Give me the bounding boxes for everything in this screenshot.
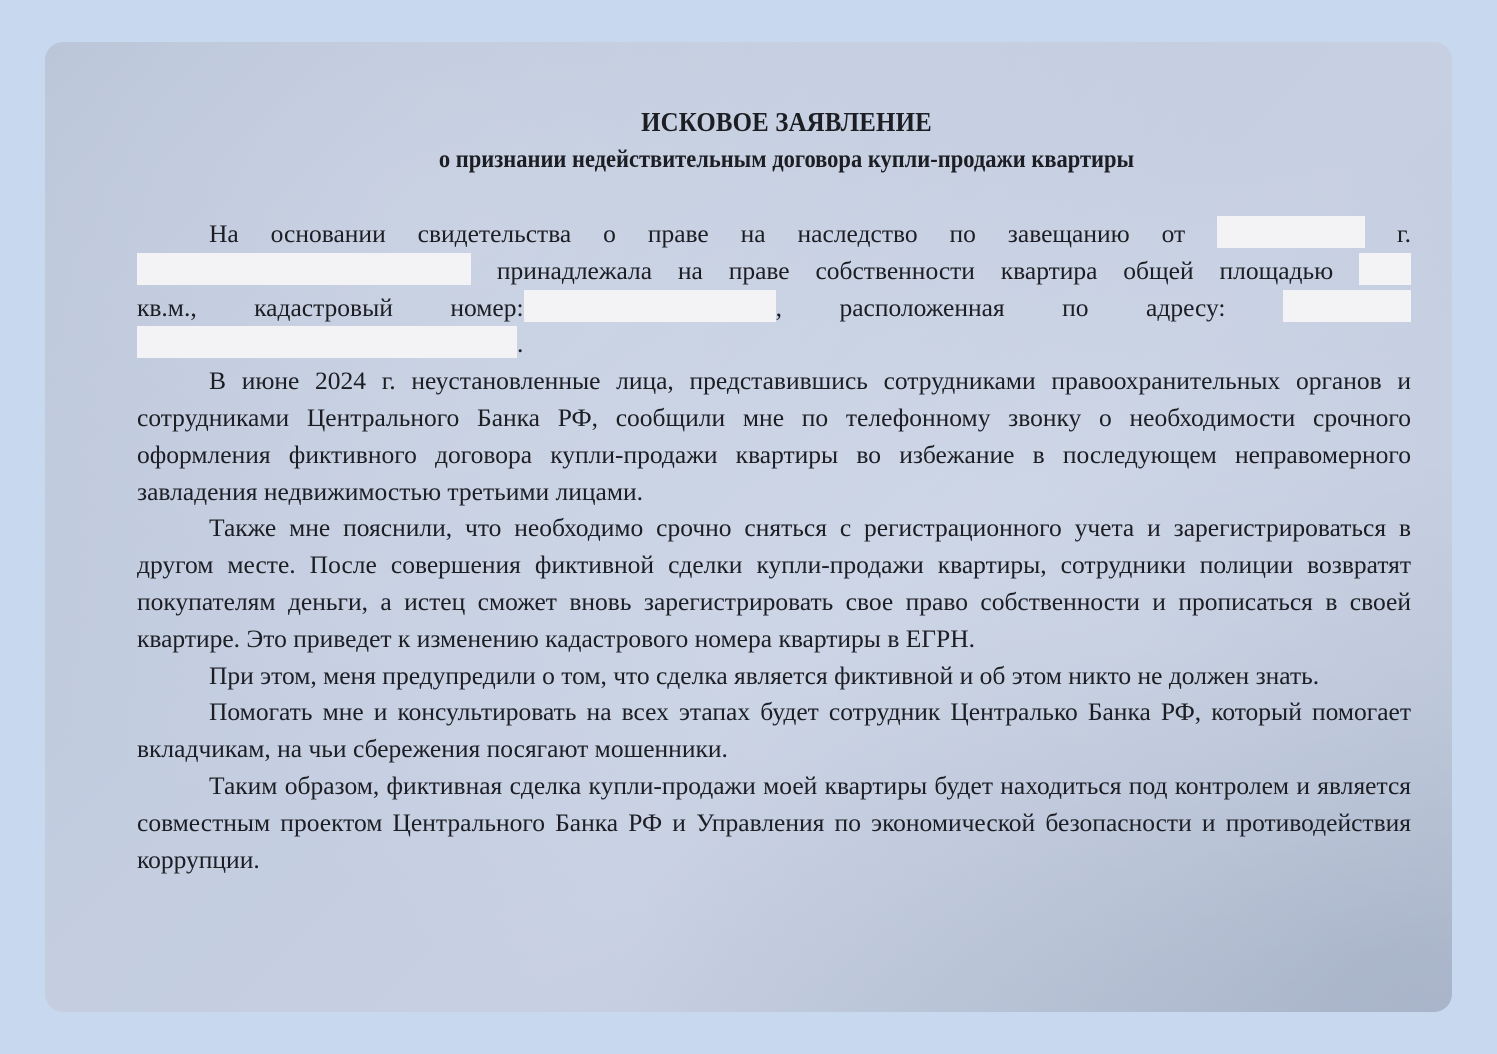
paragraph-inheritance-cont-3 <box>137 326 1411 363</box>
paragraph1-text-5: , расположенная по адресу: <box>775 292 1226 322</box>
document-subtitle: о признании недействительным договора купли-продажи квартиры <box>438 146 1135 173</box>
redacted-address-2 <box>137 326 517 358</box>
paragraph1-text-6: . <box>517 329 524 359</box>
redacted-owner-name <box>137 253 471 285</box>
redacted-area <box>1359 253 1411 285</box>
legal-document <box>137 102 1411 878</box>
paragraph-inheritance-cont-1 <box>137 253 1411 290</box>
paragraph-registration: Также мне пояснили, что необходимо срочно сняться с регистрационного учета и зарегистрироваться в другом месте. После совершения фиктивной сделки купли-продажи квартиры, сотрудники полиции возвратят покупателям деньги, а истец сможет вновь зарегистрировать свое право собственности и прописаться в своей квартире. Это приведет к изменению кадастрового номера квартиры в ЕГРН. <box>137 513 1411 653</box>
paragraph-warning: При этом, меня предупредили о том, что сделка является фиктивной и об этом никто не должен знать. <box>209 660 1320 690</box>
redacted-date <box>1217 216 1365 248</box>
document-title: ИСКОВОЕ ЗАЯВЛЕНИЕ <box>641 107 932 137</box>
redacted-cadastral-number <box>524 290 776 322</box>
paragraph1-text-2: г. <box>1397 219 1411 248</box>
paragraph-consultant: Помогать мне и консультировать на всех этапах будет сотрудник Централько Банка РФ, который помогает вкладчикам, на чьи сбережения посягают мошенники. <box>137 697 1411 764</box>
paragraph-inheritance-cont-2 <box>137 290 1411 327</box>
paragraph1-text-3: принадлежала на праве собственности квартира общей площадью <box>496 255 1334 285</box>
redacted-address-1 <box>1283 290 1411 322</box>
document-photo <box>45 42 1452 1012</box>
paragraph1-text-1: На основании свидетельства о праве на наследство по завещанию от <box>209 219 1186 248</box>
paragraph1-text-4: кв.м., кадастровый номер: <box>137 292 524 322</box>
paragraph-conclusion: Таким образом, фиктивная сделка купли-продажи моей квартиры будет находиться под контролем и является совместным проектом Центрального Банка РФ и Управления по экономической безопасности и противодействия коррупции. <box>137 770 1411 874</box>
paragraph-inheritance <box>137 216 1411 253</box>
paragraph-june-2024: В июне 2024 г. неустановленные лица, представившись сотрудниками правоохранительных органов и сотрудниками Центрального Банка РФ, сообщили мне по телефонному звонку о необходимости срочного оформления фиктивного договора купли-продажи квартиры во избежание в последующем неправомерного завладения недвижимостью третьими лицами. <box>137 366 1411 506</box>
